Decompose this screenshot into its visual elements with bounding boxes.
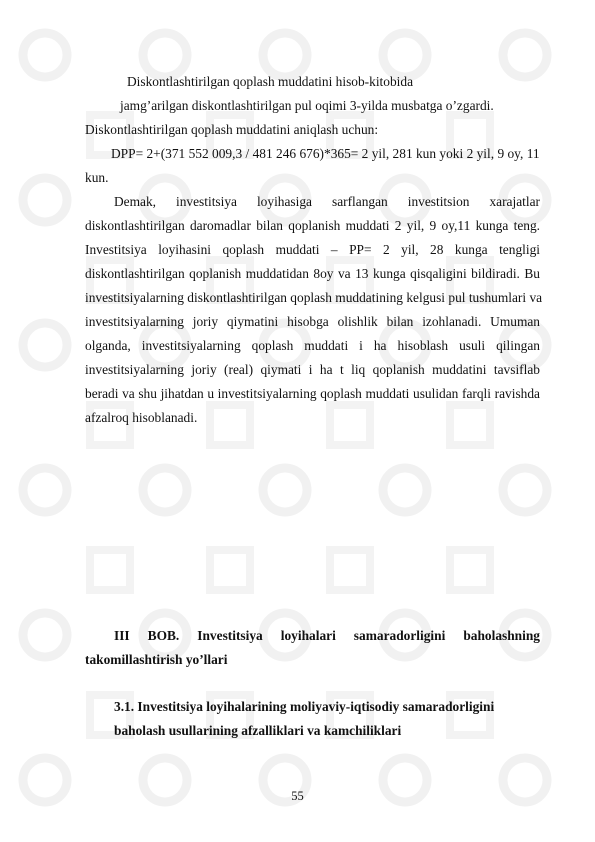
paragraph-line: Investitsiya loyihasini qoplash muddati – PP= 2 yil, 28 kunga tengligi <box>85 242 540 257</box>
formula-line-end: kun. <box>85 170 109 185</box>
formula-line: DPP= 2+(371 552 009,3 / 481 246 676)*365= 2 yil, 281 kun yoki 2 yil, 9 oy, 11 <box>111 146 540 161</box>
chapter-heading-line-1: III BOB. Investitsiya loyihalari samaradorligini baholashning <box>114 628 540 643</box>
paragraph-line: investitsiyalarning joriy (real) qiymati i ha t liq qoplanish muddatini tavsiflab <box>85 362 540 377</box>
paragraph-line: beradi va shu jihatdan u investitsiyalarning qoplash muddati usulidan farqli ravishda <box>85 386 540 401</box>
paragraph-line: afzalroq hisoblanadi. <box>85 410 198 425</box>
paragraph-line: diskontlashtirilgan daromadlar bilan qoplanish muddati 2 yil, 9 oy,11 kunga teng. <box>85 218 540 233</box>
paragraph-line: investitsiyalarning joriy qiymatini hisobga olishlik bilan izohlanadi. Umuman <box>85 314 540 329</box>
intro-line-3: Diskontlashtirilgan qoplash muddatini aniqlash uchun: <box>85 122 379 137</box>
chapter-heading-line-2: takomillashtirish yo’llari <box>85 652 228 667</box>
paragraph-line: olganda, investitsiyalarning qoplash muddati i ha hisoblash usuli qilingan <box>85 338 540 353</box>
page-number: 55 <box>291 789 304 803</box>
section-heading-line-1: 3.1. Investitsiya loyihalarining moliyaviy-iqtisodiy samaradorligini <box>114 699 495 714</box>
paragraph-line: Demak, investitsiya loyihasiga sarflangan investitsion xarajatlar <box>114 194 540 209</box>
paragraph-line: diskontlashtirilgan qoplanish muddatidan 8oy va 13 kunga qisqaligini bildiradi. Bu <box>85 266 540 281</box>
section-heading-line-2: baholash usullarining afzalliklari va kamchiliklari <box>114 723 402 738</box>
intro-line-2: jamg’arilgan diskontlashtirilgan pul oqimi 3-yilda musbatga o’zgardi. <box>120 98 494 113</box>
paragraph-line: investitsiyalarning diskontlashtirilgan qoplash muddatining kelgusi pul tushumlari va <box>85 290 543 305</box>
intro-line-1: Diskontlashtirilgan qoplash muddatini hisob-kitobida <box>127 74 414 89</box>
